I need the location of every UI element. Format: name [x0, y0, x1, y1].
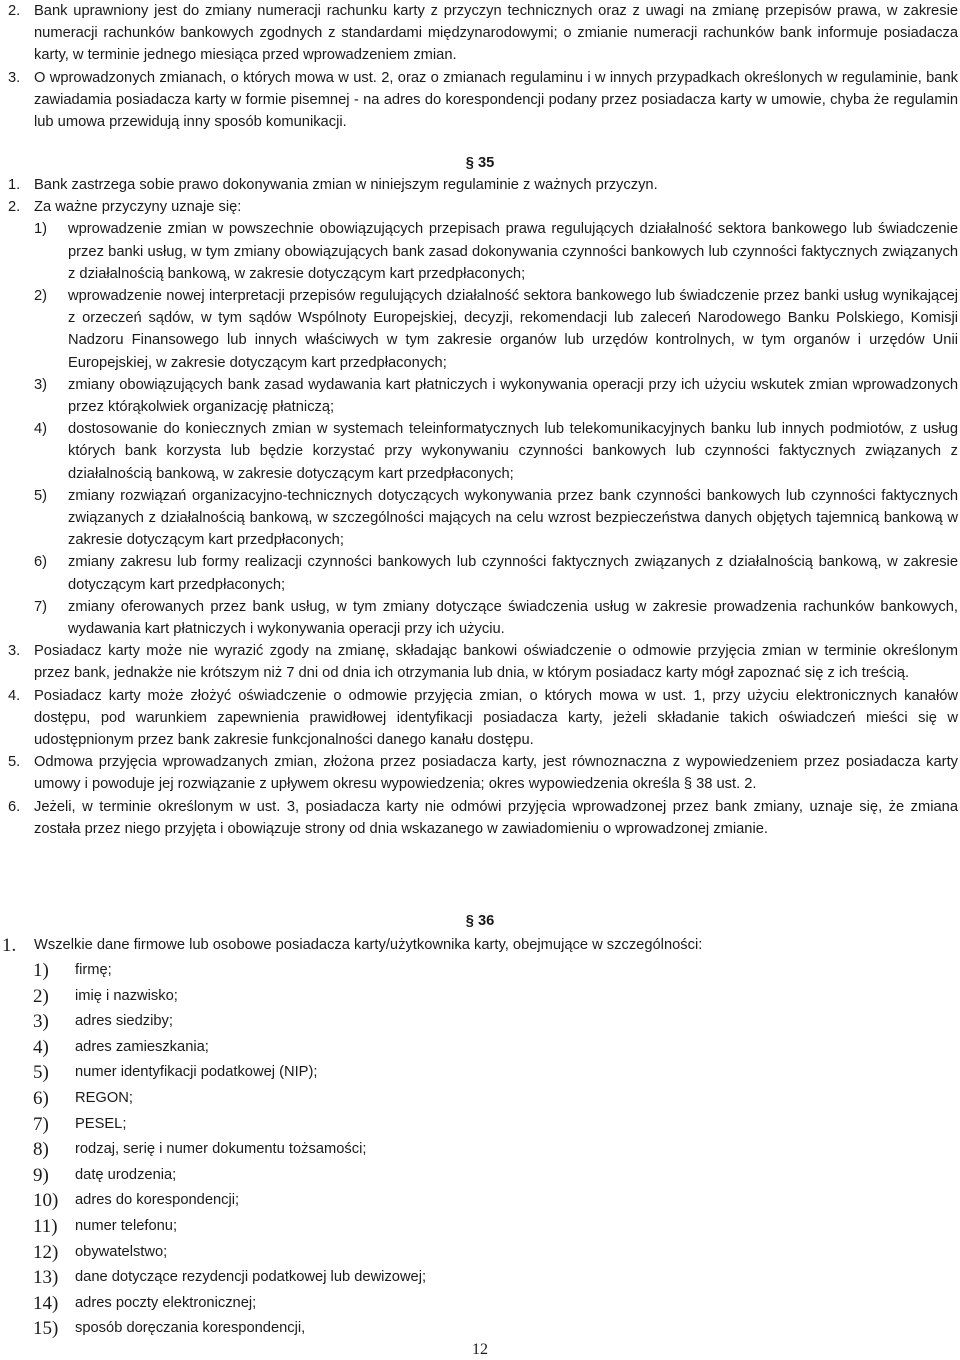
list-item-number: 8)	[33, 1139, 49, 1161]
section-35-paragraph-5	[8, 751, 958, 795]
sub-item-text: wprowadzenie nowej interpretacji przepisów regulujących działalność sektora bankowego lub świadczenie przez banki usług wynikającej z orzeczeń sądów, w tym sądów Wspólnoty Europejskiej, decyzji, rekomendacji lub zaleceń Narodowego Banku Polskiego, Komisji Nadzoru Finansowego lub innych właściwych w tym zakresie organów lub urzędów kontrolnych, w tym organów i urzędów Unii Europejskiej, w zakresie dotyczącym kart przedpłaconych;	[68, 288, 958, 371]
sub-item-text: dostosowanie do koniecznych zmian w systemach teleinformatycznych lub telekomunikacyjnych banku lub innych podmiotów, z usług których bank korzysta lub będzie korzystać przy wykonywaniu czynności bankowych lub czynności faktycznych związanych z działalnością bankową, w zakresie dotyczącym kart przedpłaconych;	[68, 421, 958, 482]
paragraph-text: Bank uprawniony jest do zmiany numeracji rachunku karty z przyczyn technicznych oraz z uwagi na zmianę przepisów prawa, w zakresie numeracji rachunków bankowych zgodnych z standardami międzynarodowymi; o zmianie numeracji rachunków bank informuje posiadacza karty, w terminie jednego miesiąca przed wprowadzeniem zmian.	[34, 3, 958, 64]
list-item	[0, 1035, 960, 1061]
paragraph-number: 6.	[8, 798, 21, 815]
list-item-number: 13)	[33, 1267, 59, 1289]
sub-item-text: zmiany obowiązujących bank zasad wydawania kart płatniczych i wykonywania operacji przy ich użyciu wskutek zmian wprowadzonych przez którąkolwiek organizację płatniczą;	[68, 376, 958, 416]
sub-item-6	[8, 551, 958, 595]
list-item-text: datę urodzenia;	[75, 1166, 177, 1183]
list-item-text: REGON;	[75, 1089, 133, 1106]
list-item-text: obywatelstwo;	[75, 1243, 168, 1260]
list-item-number: 3)	[33, 1011, 49, 1033]
list-item	[0, 1060, 960, 1086]
section-35	[8, 174, 958, 840]
paragraph-number: 4.	[8, 687, 21, 704]
list-item-number: 2)	[33, 985, 49, 1007]
paragraph-text: Odmowa przyjęcia wprowadzanych zmian, złożona przez posiadacza karty, jest równoznaczna z wypowiedzeniem przez posiadacza karty umowy i powoduje jej rozwiązanie z upływem okresu wypowiedzenia; okres wypowiedzenia określa § 38 ust. 2.	[34, 754, 958, 793]
list-item	[0, 1137, 960, 1163]
section-36-heading: § 36	[465, 913, 495, 929]
section-35-paragraph-1	[8, 174, 958, 196]
list-item-number: 1)	[33, 960, 49, 981]
list-item-text: sposób doręczania korespondencji,	[75, 1320, 306, 1337]
list-item-text: adres zamieszkania;	[75, 1038, 209, 1055]
paragraph-number: 1.	[2, 935, 17, 956]
list-item-number: 15)	[33, 1318, 59, 1340]
list-item-number: 14)	[33, 1292, 59, 1314]
sub-item-text: wprowadzenie zmian w powszechnie obowiązujących przepisach prawa regulujących działalność sektora bankowego lub świadczenie przez banki usług, w tym zmiany obowiązujących bank zasad dokonywania czynności bankowych lub czynności faktycznych związanych z działalnością bankową, w zakresie dotyczącym kart przedpłaconych;	[68, 221, 958, 282]
paragraph-number: 3.	[8, 69, 21, 86]
sub-item-number: 5)	[34, 487, 48, 504]
paragraph-text: O wprowadzonych zmianach, o których mowa w ust. 2, oraz o zmianach regulaminu i w innych przypadkach określonych w regulaminie, bank zawiadamia posiadacza karty w formie pisemnej - na adres do korespondencji podany przez posiadacza karty w umowie, chyba że regulamin lub umowa przewidują inny sposób komunikacji.	[34, 69, 958, 131]
paragraph-number: 3.	[8, 643, 21, 660]
sub-item-2	[8, 285, 958, 374]
data-list	[0, 958, 960, 1342]
list-item-text: adres do korespondencji;	[75, 1192, 240, 1209]
list-item	[0, 1163, 960, 1189]
section-36	[2, 933, 958, 958]
top-section	[8, 0, 958, 133]
list-item-text: adres poczty elektronicznej;	[75, 1294, 257, 1311]
paragraph-number: 2.	[8, 3, 21, 19]
paragraph-number: 2.	[8, 199, 21, 216]
sub-item-number: 7)	[34, 598, 48, 615]
list-item	[0, 1265, 960, 1291]
sub-item-number: 4)	[34, 421, 48, 438]
list-item-text: numer identyfikacji podatkowej (NIP);	[75, 1064, 318, 1081]
list-item-number: 9)	[33, 1164, 49, 1186]
section-35-paragraph-2	[8, 196, 958, 218]
section-35-paragraph-6	[8, 796, 958, 840]
section-35-paragraph-3	[8, 640, 958, 684]
paragraph-text: Za ważne przyczyny uznaje się:	[34, 199, 242, 216]
paragraph-text: Wszelkie dane firmowe lub osobowe posiadacza karty/użytkownika karty, obejmujące w szczególności:	[34, 937, 703, 953]
list-item-number: 12)	[33, 1241, 59, 1263]
paragraph-text: Posiadacz karty może nie wyrazić zgody na zmianę, składając bankowi oświadczenie o odmowie przyjęcia zmian w terminie określonym przez bank, jednakże nie krótszym niż 7 dni od dnia ich otrzymania lub dnia, w którym posiadacz karty mógł zapoznać się z ich treścią.	[34, 643, 958, 682]
sub-item-text: zmiany oferowanych przez bank usług, w tym zmiany dotyczące świadczenia usług w zakresie prowadzenia rachunków bankowych, wydawania kart płatniczych i wykonywania operacji przy ich użyciu.	[68, 598, 958, 638]
section-35-paragraph-4	[8, 685, 958, 752]
list-item-number: 6)	[33, 1087, 49, 1109]
list-item	[0, 1188, 960, 1214]
paragraph-number: 1.	[8, 177, 21, 193]
list-item-number: 7)	[33, 1113, 49, 1135]
paragraph-2	[8, 0, 958, 67]
paragraph-text: Bank zastrzega sobie prawo dokonywania zmian w niniejszym regulaminie z ważnych przyczyn.	[34, 177, 658, 193]
paragraph-number: 5.	[8, 754, 21, 771]
list-item	[0, 1112, 960, 1138]
list-item	[0, 1240, 960, 1266]
list-item	[0, 1009, 960, 1035]
list-item-number: 4)	[33, 1036, 49, 1058]
sub-item-number: 2)	[34, 288, 48, 305]
list-item-number: 10)	[33, 1190, 59, 1212]
paragraph-text: Jeżeli, w terminie określonym w ust. 3, posiadacza karty nie odmówi przyjęcia wprowadzonej przez bank zmiany, uznaje się, że zmiana została przez niego przyjęta i obowiązuje strony od dnia wskazanego w zawiadomieniu o wprowadzonej zmianie.	[34, 798, 958, 837]
sub-item-1	[8, 218, 958, 285]
list-item-text: firmę;	[75, 962, 112, 978]
sub-item-4	[8, 418, 958, 485]
sub-item-number: 1)	[34, 221, 48, 238]
list-item-text: PESEL;	[75, 1115, 127, 1132]
sub-item-text: zmiany zakresu lub formy realizacji czynności bankowych lub czynności faktycznych związanych z działalnością bankową, w zakresie dotyczącym kart przedpłaconych;	[68, 554, 958, 593]
list-item	[0, 1291, 960, 1317]
list-item-text: adres siedziby;	[75, 1013, 173, 1030]
sub-item-5	[8, 485, 958, 552]
section-36-paragraph-1	[2, 933, 958, 958]
list-item-number: 11)	[33, 1215, 58, 1237]
list-item	[0, 1316, 960, 1342]
list-item-text: imię i nazwisko;	[75, 987, 178, 1004]
list-item	[0, 1086, 960, 1112]
paragraph-text: Posiadacz karty może złożyć oświadczenie o odmowie przyjęcia zmian, o których mowa w ust. 1, przy użyciu elektronicznych kanałów dostępu, pod warunkiem zapewnienia prawidłowej identyfikacji posiadacza karty, jeżeli składanie takich oświadczeń mieści się w udostępnionym przez bank zakresie funkcjonalności danego kanału dostępu.	[34, 687, 958, 749]
sub-item-text: zmiany rozwiązań organizacyjno-technicznych dotyczących wykonywania przez bank czynności bankowych lub czynności faktycznych związanych z działalnością bankową, w szczególności mających na celu wzrost bezpieczeństwa danych objętych tajemnicą bankową w zakresie dotyczącym kart przedpłaconych;	[68, 487, 958, 549]
page-number: 12	[472, 1341, 488, 1358]
sub-item-7	[8, 596, 958, 640]
list-item	[0, 958, 960, 984]
list-item-text: numer telefonu;	[75, 1217, 178, 1234]
list-item	[0, 984, 960, 1010]
sub-item-3	[8, 374, 958, 418]
list-item	[0, 1214, 960, 1240]
sub-item-number: 3)	[34, 376, 48, 393]
list-item-text: dane dotyczące rezydencji podatkowej lub dewizowej;	[75, 1269, 427, 1286]
sub-item-number: 6)	[34, 554, 48, 571]
list-item-text: rodzaj, serię i numer dokumentu tożsamości;	[75, 1141, 367, 1158]
section-35-heading: § 35	[465, 155, 495, 171]
paragraph-3	[8, 67, 958, 134]
list-item-number: 5)	[33, 1062, 49, 1084]
